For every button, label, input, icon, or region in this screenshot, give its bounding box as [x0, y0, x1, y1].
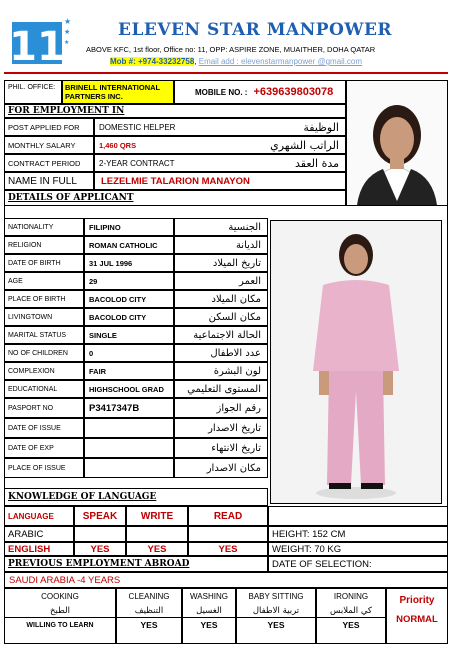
office-name: BRINELL INTERNATIONAL PARTNERS INC. — [63, 81, 173, 103]
language-title: KNOWLEDGE OF LANGUAGE — [4, 488, 268, 506]
detail-arabic: تاريخ الاصدار — [174, 418, 268, 438]
language-header: SPEAK — [74, 506, 126, 526]
post-label: POST APPLIED FOR — [4, 118, 94, 136]
detail-label: NATIONALITY — [4, 218, 84, 236]
post-value — [94, 118, 346, 136]
svg-text:★: ★ — [64, 40, 70, 46]
detail-arabic: لون البشرة — [174, 362, 268, 380]
company-logo — [6, 14, 72, 66]
contract-arabic: مدة العقد — [295, 156, 339, 170]
detail-value — [84, 458, 174, 478]
detail-arabic: تاريخ الميلاد — [174, 254, 268, 272]
detail-label: RELIGION — [4, 236, 84, 254]
language-cell-lang: ENGLISH — [4, 542, 74, 556]
language-header: WRITE — [126, 506, 188, 526]
skill-value: YES — [267, 620, 285, 630]
language-cell-read — [188, 526, 268, 542]
skill-arabic: التنظيف — [134, 605, 164, 616]
svg-text:★: ★ — [64, 17, 72, 26]
post-arabic: الوظيفة — [303, 120, 339, 134]
detail-label: PLACE OF BIRTH — [4, 290, 84, 308]
header-divider — [4, 72, 448, 74]
name-label: NAME IN FULL — [4, 172, 94, 190]
salary-value — [94, 136, 346, 154]
previous-title: PREVIOUS EMPLOYMENT ABROAD — [4, 556, 268, 572]
detail-arabic: العمر — [174, 272, 268, 290]
height-value: HEIGHT: 152 CM — [272, 528, 346, 540]
detail-value: FAIR — [84, 362, 174, 380]
weight-cell — [268, 542, 448, 556]
detail-arabic: الجنسية — [174, 218, 268, 236]
skill-header: IRONING — [333, 591, 369, 601]
skill-header: WASHING — [190, 591, 228, 601]
language-header-blank — [268, 506, 448, 526]
date-selection-label: DATE OF SELECTION: — [272, 558, 372, 570]
salary-arabic: الراتب الشهري — [270, 138, 339, 152]
detail-value: P3417347B — [84, 398, 174, 418]
detail-label: MARITAL STATUS — [4, 326, 84, 344]
mobile-cell — [174, 80, 346, 104]
logo-text: 11 — [9, 24, 65, 66]
language-cell-speak: YES — [74, 542, 126, 556]
language-cell-write: YES — [126, 542, 188, 556]
detail-arabic: الحالة الاجتماعية — [174, 326, 268, 344]
company-address: ABOVE KFC, 1st floor, Office no: 11, OPP: ASPIRE ZONE, MUAITHER, DOHA QATAR — [86, 45, 376, 54]
detail-value: BACOLOD CITY — [84, 290, 174, 308]
detail-arabic: عدد الاطفال — [174, 344, 268, 362]
language-cell-write — [126, 526, 188, 542]
salary-text: 1,460 QRS — [99, 140, 137, 150]
contract-label: CONTRACT PERIOD — [4, 154, 94, 172]
skill-arabic: تربية الاطفال — [252, 605, 300, 616]
detail-arabic: المستوى التعليمي — [174, 380, 268, 398]
detail-label: DATE OF EXP — [4, 438, 84, 458]
language-header: READ — [188, 506, 268, 526]
detail-arabic: الديانة — [174, 236, 268, 254]
svg-text:★: ★ — [64, 29, 71, 36]
mobile-label: MOBILE NO. : — [195, 87, 248, 97]
detail-label: EDUCATIONAL — [4, 380, 84, 398]
contact-line: Mob #: +974-33232758, Email add : elevenstarmanpower @gmail.com — [110, 57, 363, 66]
language-cell-speak — [74, 526, 126, 542]
priority-cell — [386, 588, 448, 644]
detail-value: BACOLOD CITY — [84, 308, 174, 326]
detail-label: COMPLEXION — [4, 362, 84, 380]
detail-value — [84, 418, 174, 438]
detail-value: SINGLE — [84, 326, 174, 344]
skill-header: COOKING — [41, 591, 79, 601]
language-cell-lang: ARABIC — [4, 526, 74, 542]
detail-value: 0 — [84, 344, 174, 362]
detail-label: LIVINGTOWN — [4, 308, 84, 326]
skill-value: YES — [140, 620, 158, 630]
email-address[interactable]: Email add : elevenstarmanpower @gmail.com — [198, 57, 363, 66]
skills-divider — [4, 617, 386, 618]
skill-arabic: الغسيل — [196, 605, 222, 616]
detail-label: PLACE OF ISSUE — [4, 458, 84, 478]
employment-title: FOR EMPLOYMENT IN — [4, 104, 346, 118]
skill-value: WILLING TO LEARN — [26, 621, 94, 629]
office-label: PHIL. OFFICE: — [4, 80, 62, 104]
photo-portrait — [346, 80, 448, 206]
detail-label: DATE OF ISSUE — [4, 418, 84, 438]
contract-value — [94, 154, 346, 172]
priority-label: Priority — [399, 594, 435, 606]
detail-value: ROMAN CATHOLIC — [84, 236, 174, 254]
skill-header: BABY SITTING — [248, 591, 304, 601]
skill-value: YES — [342, 620, 360, 630]
skill-value: YES — [200, 620, 218, 630]
details-title-right — [346, 206, 448, 208]
details-title: DETAILS OF APPLICANT — [4, 190, 346, 206]
detail-label: PASPORT NO — [4, 398, 84, 418]
detail-arabic: رقم الجواز — [174, 398, 268, 418]
detail-arabic: مكان الاصدار — [174, 458, 268, 478]
detail-label: NO OF CHILDREN — [4, 344, 84, 362]
detail-label: AGE — [4, 272, 84, 290]
detail-arabic: مكان السكن — [174, 308, 268, 326]
salary-label: MONTHLY SALARY — [4, 136, 94, 154]
priority-value: NORMAL — [396, 613, 438, 625]
detail-value — [84, 438, 174, 458]
company-name: ELEVEN STAR MANPOWER — [118, 20, 393, 40]
office-name-cell — [62, 80, 174, 104]
detail-arabic: تاريخ الانتهاء — [174, 438, 268, 458]
date-selection-cell — [268, 556, 448, 572]
contract-text: 2-YEAR CONTRACT — [99, 158, 175, 168]
name-value: LEZELMIE TALARION MANAYON — [94, 172, 346, 190]
language-cell-read: YES — [188, 542, 268, 556]
detail-label: DATE OF BIRTH — [4, 254, 84, 272]
mobile-number: Mob #: +974-33232758 — [110, 57, 195, 66]
detail-value: 31 JUL 1996 — [84, 254, 174, 272]
skill-arabic: كي الملابس — [330, 605, 372, 616]
skill-header: CLEANING — [128, 591, 170, 601]
mobile-value: +639639803078 — [253, 86, 334, 98]
post-text: DOMESTIC HELPER — [99, 122, 176, 132]
height-cell — [268, 526, 448, 542]
detail-arabic: مكان الميلاد — [174, 290, 268, 308]
detail-value: 29 — [84, 272, 174, 290]
previous-value: SAUDI ARABIA -4 YEARS — [4, 572, 448, 588]
weight-value: WEIGHT: 70 KG — [272, 543, 342, 555]
skill-arabic: الطبخ — [50, 605, 70, 616]
detail-value: FILIPINO — [84, 218, 174, 236]
language-header: LANGUAGE — [4, 506, 74, 526]
detail-value: HIGHSCHOOL GRAD — [84, 380, 174, 398]
photo-fullbody — [270, 220, 442, 504]
